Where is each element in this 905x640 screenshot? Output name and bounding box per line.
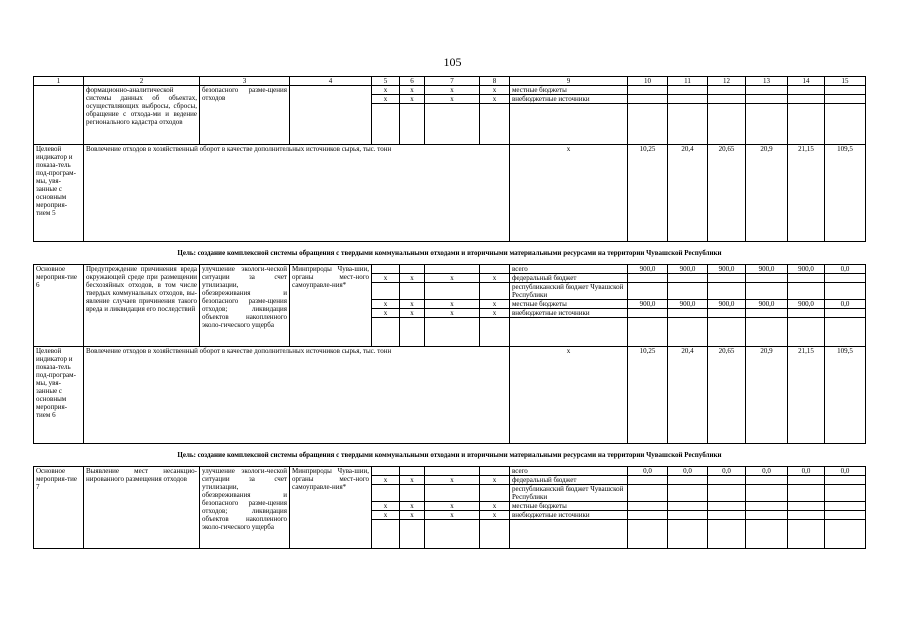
empty-cell	[825, 520, 866, 549]
budget-code	[372, 265, 400, 274]
empty-cell	[746, 318, 788, 347]
column-number: 9	[510, 77, 628, 86]
funding-value	[668, 86, 708, 95]
column-number: 10	[628, 77, 668, 86]
empty-cell	[668, 520, 708, 549]
funding-value	[788, 86, 825, 95]
budget-code: x	[425, 274, 480, 283]
responsible-executor: Минприроды Чува-шии, органы мест-ного самоуправле-ния*	[290, 265, 372, 347]
budget-code	[425, 467, 480, 476]
funding-source: федеральный бюджет	[510, 274, 628, 283]
budget-code: x	[372, 476, 400, 485]
indicator-value: 20,4	[668, 145, 708, 242]
budget-code	[400, 467, 425, 476]
funding-value	[825, 502, 866, 511]
funding-value	[708, 502, 746, 511]
column-number: 12	[708, 77, 746, 86]
funding-value	[628, 274, 668, 283]
funding-value	[708, 476, 746, 485]
funding-value: 0,0	[825, 265, 866, 274]
funding-source: внебюджетные источники	[510, 95, 628, 104]
empty-cell	[628, 520, 668, 549]
empty-cell	[510, 318, 628, 347]
funding-value	[825, 476, 866, 485]
funding-value: 0,0	[668, 467, 708, 476]
row-label	[34, 86, 84, 145]
budget-code: x	[372, 86, 400, 95]
funding-value	[746, 476, 788, 485]
funding-value	[825, 95, 866, 104]
budget-code: x	[425, 502, 480, 511]
funding-value	[628, 502, 668, 511]
column-number: 1	[34, 77, 84, 86]
funding-value	[746, 283, 788, 300]
funding-row	[34, 86, 866, 95]
column-number: 3	[200, 77, 290, 86]
empty-cell	[425, 104, 480, 145]
empty-cell	[372, 104, 400, 145]
funding-source: местные бюджеты	[510, 502, 628, 511]
empty-cell	[708, 318, 746, 347]
indicator-value: 20,4	[668, 347, 708, 444]
budget-code: x	[480, 309, 510, 318]
budget-code: x	[372, 309, 400, 318]
funding-value: 900,0	[788, 265, 825, 274]
funding-value	[746, 274, 788, 283]
funding-value	[708, 86, 746, 95]
funding-value	[788, 511, 825, 520]
goal-row	[34, 242, 866, 265]
funding-value: 900,0	[788, 300, 825, 309]
indicator-x: x	[510, 145, 628, 242]
indicator-value: 20,9	[746, 347, 788, 444]
budget-code: x	[480, 476, 510, 485]
funding-value	[788, 274, 825, 283]
column-number: 4	[290, 77, 372, 86]
budget-code	[425, 485, 480, 502]
funding-source: республиканский бюджет Чувашской Республики	[510, 485, 628, 502]
budget-code: x	[372, 95, 400, 104]
funding-value	[708, 511, 746, 520]
budget-code	[400, 283, 425, 300]
funding-value	[668, 95, 708, 104]
funding-value	[668, 309, 708, 318]
empty-cell	[510, 520, 628, 549]
budget-code	[400, 265, 425, 274]
budget-code: x	[400, 511, 425, 520]
empty-cell	[510, 104, 628, 145]
funding-value: 0,0	[628, 467, 668, 476]
budget-code: x	[372, 300, 400, 309]
budget-code: x	[400, 274, 425, 283]
indicator-value: 21,15	[788, 145, 825, 242]
column-number: 6	[400, 77, 425, 86]
budget-code: x	[425, 511, 480, 520]
funding-value	[708, 309, 746, 318]
empty-cell	[788, 520, 825, 549]
budget-code	[372, 467, 400, 476]
funding-value	[746, 511, 788, 520]
funding-value	[708, 485, 746, 502]
empty-cell	[746, 520, 788, 549]
empty-cell	[400, 520, 425, 549]
funding-value	[628, 476, 668, 485]
indicator-text: Вовлечение отходов в хозяйственный оборот в качестве дополнительных источников сырья, тыс. тонн	[84, 347, 510, 444]
empty-cell	[788, 104, 825, 145]
funding-value: 900,0	[708, 300, 746, 309]
funding-value	[788, 485, 825, 502]
funding-value	[628, 511, 668, 520]
responsible-executor: Минприроды Чува-шии, органы мест-ного самоуправле-ния*	[290, 467, 372, 549]
goal-title: Цель: создание комплексной системы обращения с твердыми коммунальными отходами и вторичными материальными ресурсами на территории Чувашской Республики	[34, 444, 866, 467]
goal-row	[34, 444, 866, 467]
column-number: 14	[788, 77, 825, 86]
budget-code	[400, 485, 425, 502]
budget-code: x	[480, 95, 510, 104]
empty-cell	[480, 318, 510, 347]
funding-value: 0,0	[708, 467, 746, 476]
empty-cell	[825, 318, 866, 347]
indicator-label: Целевой индикатор и показа-тель под-програм-мы, увя-занные с основным мероприя-тием 6	[34, 347, 84, 444]
indicator-x: x	[510, 347, 628, 444]
funding-value	[825, 485, 866, 502]
budget-code	[372, 485, 400, 502]
budget-code	[480, 265, 510, 274]
budget-code	[425, 283, 480, 300]
funding-value	[708, 283, 746, 300]
budget-code: x	[425, 476, 480, 485]
funding-value	[708, 274, 746, 283]
funding-value	[825, 274, 866, 283]
funding-value	[668, 476, 708, 485]
budget-code: x	[425, 95, 480, 104]
indicator-value: 10,25	[628, 145, 668, 242]
funding-source: всего	[510, 265, 628, 274]
indicator-value: 21,15	[788, 347, 825, 444]
empty-cell	[825, 104, 866, 145]
funding-source: местные бюджеты	[510, 300, 628, 309]
goal-title: Цель: создание комплексной системы обращения с твердыми коммунальными отходами и вторичными материальными ресурсами на территории Чувашской Республики	[34, 242, 866, 265]
indicator-row	[34, 347, 866, 444]
funding-value	[668, 502, 708, 511]
measure-description: формационно-аналитической системы данных об объектах, осуществляющих выбросы, сбросы, обращение с отхода-ми и ведение регионального кадастра отходов	[84, 86, 200, 145]
column-number: 7	[425, 77, 480, 86]
measure-label: Основное мероприя-тие 6	[34, 265, 84, 347]
funding-value: 900,0	[668, 300, 708, 309]
empty-cell	[708, 520, 746, 549]
column-number: 13	[746, 77, 788, 86]
budget-code	[480, 485, 510, 502]
budget-code: x	[400, 309, 425, 318]
funding-source: всего	[510, 467, 628, 476]
budget-code: x	[400, 95, 425, 104]
budget-code: x	[400, 86, 425, 95]
funding-value: 900,0	[628, 265, 668, 274]
indicator-value: 109,5	[825, 145, 866, 242]
measure-result: безопасного разме-щения отходов	[200, 86, 290, 145]
empty-cell	[425, 318, 480, 347]
table-body	[34, 77, 866, 549]
empty-cell	[372, 318, 400, 347]
funding-value	[746, 502, 788, 511]
budget-code	[372, 283, 400, 300]
measure-result: улучшение экологи-ческой ситуации за счет утилизации, обезвреживания и безопасного разме-щения отходов; ликвидация объектов накопленного эколо-гического ущерба	[200, 467, 290, 549]
funding-value: 0,0	[825, 467, 866, 476]
budget-code: x	[480, 274, 510, 283]
column-number: 8	[480, 77, 510, 86]
funding-source: федеральный бюджет	[510, 476, 628, 485]
empty-cell	[400, 318, 425, 347]
page-number: 105	[443, 55, 462, 69]
measure-description: Выявление мест несанкцио-нированного размещения отходов	[84, 467, 200, 549]
indicator-label: Целевой индикатор и показа-тель под-програм-мы, увя-занные с основным мероприя-тием 5	[34, 145, 84, 242]
funding-value	[788, 476, 825, 485]
funding-value	[668, 511, 708, 520]
indicator-value: 10,25	[628, 347, 668, 444]
empty-cell	[788, 318, 825, 347]
funding-value	[668, 485, 708, 502]
budget-code	[480, 283, 510, 300]
budget-code: x	[480, 502, 510, 511]
budget-code	[480, 467, 510, 476]
responsible-executor	[290, 86, 372, 145]
budget-code: x	[400, 300, 425, 309]
empty-cell	[480, 104, 510, 145]
budget-code: x	[480, 511, 510, 520]
funding-value	[788, 283, 825, 300]
empty-cell	[746, 104, 788, 145]
empty-cell	[668, 104, 708, 145]
empty-cell	[480, 520, 510, 549]
funding-value	[825, 283, 866, 300]
funding-value	[668, 283, 708, 300]
indicator-text: Вовлечение отходов в хозяйственный оборот в качестве дополнительных источников сырья, тыс. тонн	[84, 145, 510, 242]
budget-code: x	[400, 476, 425, 485]
funding-value: 900,0	[628, 300, 668, 309]
funding-source: внебюджетные источники	[510, 309, 628, 318]
funding-value	[746, 86, 788, 95]
budget-code: x	[372, 502, 400, 511]
empty-cell	[668, 318, 708, 347]
funding-source: внебюджетные источники	[510, 511, 628, 520]
measure-label: Основное мероприя-тие 7	[34, 467, 84, 549]
column-number: 15	[825, 77, 866, 86]
funding-value	[746, 485, 788, 502]
empty-cell	[708, 104, 746, 145]
funding-value: 0,0	[788, 467, 825, 476]
funding-value: 0,0	[825, 300, 866, 309]
budget-code: x	[425, 300, 480, 309]
funding-value	[628, 309, 668, 318]
funding-value	[825, 309, 866, 318]
funding-row	[34, 265, 866, 274]
budget-code: x	[425, 86, 480, 95]
funding-source: республиканский бюджет Чувашской Республики	[510, 283, 628, 300]
empty-cell	[400, 104, 425, 145]
funding-value	[746, 95, 788, 104]
budget-code: x	[425, 309, 480, 318]
funding-value: 900,0	[746, 265, 788, 274]
indicator-value: 20,9	[746, 145, 788, 242]
funding-value	[788, 95, 825, 104]
funding-value	[628, 283, 668, 300]
indicator-value: 109,5	[825, 347, 866, 444]
funding-source: местные бюджеты	[510, 86, 628, 95]
budget-code: x	[400, 502, 425, 511]
empty-cell	[372, 520, 400, 549]
budget-code: x	[372, 511, 400, 520]
funding-value: 900,0	[746, 300, 788, 309]
measure-result: улучшение экологи-ческой ситуации за счет утилизации, обезвреживания и безопасного разме-щения отходов; ликвидация объектов накопленного эколо-гического ущерба	[200, 265, 290, 347]
program-table	[33, 76, 866, 549]
empty-cell	[425, 520, 480, 549]
budget-code: x	[480, 300, 510, 309]
budget-code: x	[372, 274, 400, 283]
funding-value	[628, 95, 668, 104]
indicator-row	[34, 145, 866, 242]
funding-value: 900,0	[668, 265, 708, 274]
funding-value	[825, 511, 866, 520]
empty-cell	[628, 104, 668, 145]
indicator-value: 20,65	[708, 145, 746, 242]
header-row	[34, 77, 866, 86]
column-number: 5	[372, 77, 400, 86]
funding-value: 0,0	[746, 467, 788, 476]
funding-value	[825, 86, 866, 95]
budget-code	[425, 265, 480, 274]
funding-value: 900,0	[708, 265, 746, 274]
funding-value	[668, 274, 708, 283]
empty-cell	[628, 318, 668, 347]
funding-value	[788, 309, 825, 318]
funding-value	[788, 502, 825, 511]
funding-value	[708, 95, 746, 104]
funding-value	[628, 485, 668, 502]
funding-value	[628, 86, 668, 95]
measure-description: Предупреждение причинения вреда окружающей среде при размещении бесхозяйных отходов, в том числе твердых коммунальных отходов, вы-явление случаев причинения такого вреда и ликвидация его последствий	[84, 265, 200, 347]
funding-value	[746, 309, 788, 318]
budget-code: x	[480, 86, 510, 95]
indicator-value: 20,65	[708, 347, 746, 444]
funding-row	[34, 467, 866, 476]
column-number: 2	[84, 77, 200, 86]
column-number: 11	[668, 77, 708, 86]
